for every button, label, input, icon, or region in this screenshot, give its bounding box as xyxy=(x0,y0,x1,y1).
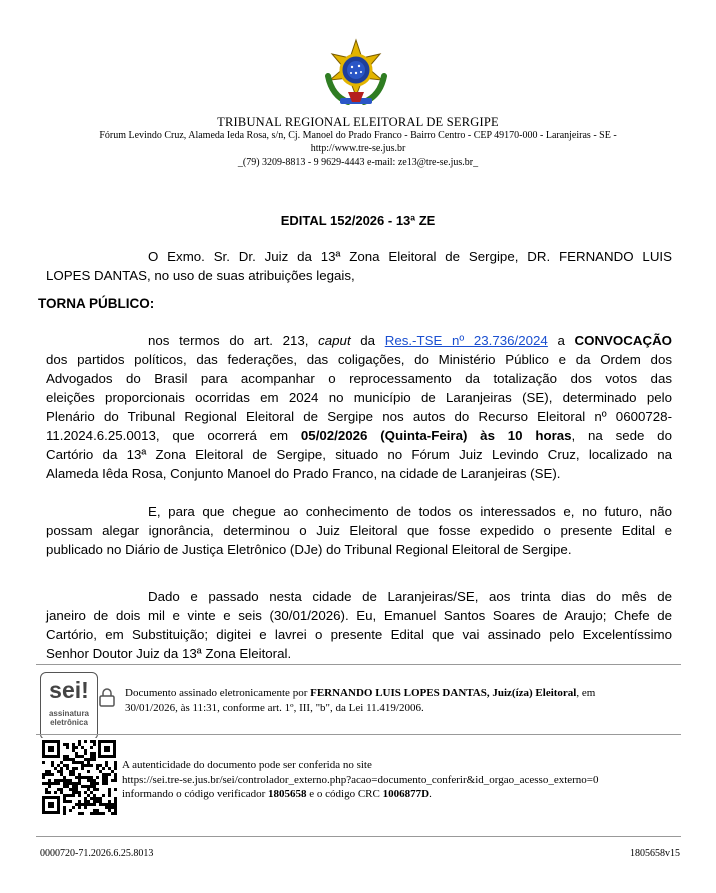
qr-cell xyxy=(105,761,108,764)
org-website: http://www.tre-se.jus.br xyxy=(310,143,406,154)
qr-cell xyxy=(75,785,78,788)
qr-cell xyxy=(48,770,51,773)
qr-cell xyxy=(105,776,108,779)
qr-cell xyxy=(102,812,105,815)
qr-cell xyxy=(63,797,66,800)
qr-cell xyxy=(114,779,117,782)
qr-cell xyxy=(57,782,60,785)
qr-cell xyxy=(45,773,48,776)
qr-cell xyxy=(75,791,78,794)
qr-cell xyxy=(81,746,84,749)
qr-cell xyxy=(111,803,114,806)
qr-cell xyxy=(54,791,57,794)
text-span: 30/01/2026, às 11:31, conforme art. 1º, III, "b", da Lei 11.419/2006. xyxy=(125,702,424,714)
qr-cell xyxy=(84,806,87,809)
qr-cell xyxy=(69,794,72,797)
publication-paragraph xyxy=(46,502,672,559)
qr-cell xyxy=(72,746,75,749)
qr-cell xyxy=(84,740,87,743)
qr-cell xyxy=(102,794,105,797)
qr-cell xyxy=(90,746,93,749)
qr-cell xyxy=(84,776,87,779)
qr-cell xyxy=(93,797,96,800)
qr-cell xyxy=(45,791,48,794)
resolution-link[interactable]: Res.-TSE nº 23.736/2024 xyxy=(384,333,548,348)
qr-cell xyxy=(75,803,78,806)
qr-cell xyxy=(78,740,81,743)
qr-cell xyxy=(114,806,117,809)
qr-cell xyxy=(111,806,114,809)
text-line: Cartório, em Substituição; digitei e lavrei o presente Edital que vai assinado pelo Excelentíssimo xyxy=(46,627,672,642)
qr-cell xyxy=(108,794,111,797)
qr-cell xyxy=(114,788,117,791)
text-line xyxy=(46,331,672,350)
qr-cell xyxy=(108,803,111,806)
qr-cell xyxy=(87,779,90,782)
divider xyxy=(36,734,681,735)
qr-cell xyxy=(114,767,117,770)
qr-cell xyxy=(72,794,75,797)
qr-cell xyxy=(66,758,69,761)
bold-date: 05/02/2026 (Quinta-Feira) às 10 horas xyxy=(300,428,572,443)
qr-cell xyxy=(72,767,75,770)
qr-cell xyxy=(57,788,60,791)
qr-cell xyxy=(99,800,102,803)
text-span: . xyxy=(429,788,432,800)
page-title: EDITAL 152/2026 - 13ª ZE xyxy=(280,213,436,228)
qr-cell xyxy=(54,767,57,770)
qr-cell xyxy=(63,776,66,779)
qr-cell xyxy=(96,764,99,767)
qr-cell xyxy=(96,797,99,800)
qr-cell xyxy=(102,782,105,785)
qr-cell xyxy=(51,782,54,785)
qr-cell xyxy=(84,791,87,794)
qr-cell xyxy=(63,779,66,782)
qr-cell xyxy=(69,782,72,785)
text-line: dos partidos políticos, das federações, das coligações, do Ministério Público e da Ordem dos xyxy=(46,352,672,367)
qr-cell xyxy=(102,767,105,770)
verification-url[interactable]: https://sei.tre-se.jus.br/sei/controlador_externo.php?acao=documento_conferir&id_orgao_acesso_externo=0 xyxy=(122,773,599,786)
qr-cell xyxy=(81,803,84,806)
text-span: da xyxy=(360,333,376,348)
qr-cell xyxy=(81,761,84,764)
qr-cell xyxy=(78,782,81,785)
qr-cell xyxy=(72,791,75,794)
qr-cell xyxy=(114,776,117,779)
qr-cell xyxy=(90,755,93,758)
signature-text xyxy=(125,686,670,716)
lock-icon xyxy=(98,687,116,707)
qr-cell xyxy=(51,761,54,764)
sei-logo-sub: eletrônica xyxy=(50,718,88,727)
qr-cell xyxy=(72,773,75,776)
bold-text: CONVOCAÇÃO xyxy=(574,333,673,348)
qr-cell xyxy=(69,770,72,773)
qr-cell xyxy=(48,791,51,794)
qr-cell xyxy=(114,800,117,803)
qr-cell xyxy=(99,803,102,806)
text-span: , na sede do xyxy=(571,428,672,443)
text-span: Documento assinado eletronicamente por xyxy=(125,687,308,699)
qr-cell xyxy=(66,764,69,767)
qr-cell xyxy=(48,785,51,788)
qr-cell xyxy=(72,749,75,752)
qr-cell xyxy=(81,785,84,788)
divider xyxy=(36,664,681,665)
sei-signature-logo xyxy=(40,672,98,740)
qr-cell xyxy=(45,788,48,791)
qr-cell xyxy=(60,788,63,791)
qr-cell xyxy=(84,749,87,752)
qr-cell xyxy=(93,740,96,743)
qr-cell xyxy=(72,806,75,809)
qr-cell xyxy=(93,803,96,806)
qr-cell xyxy=(108,788,111,791)
qr-cell xyxy=(93,794,96,797)
qr-cell xyxy=(66,794,69,797)
qr-cell xyxy=(84,785,87,788)
qr-cell xyxy=(63,809,66,812)
qr-cell xyxy=(90,764,93,767)
qr-cell xyxy=(93,782,96,785)
qr-cell xyxy=(81,755,84,758)
qr-cell xyxy=(45,770,48,773)
qr-cell xyxy=(78,743,81,746)
italic-text: caput xyxy=(318,333,351,348)
closing-paragraph xyxy=(46,587,672,663)
qr-cell xyxy=(57,764,60,767)
crc-code: 1006877D xyxy=(382,788,430,800)
qr-cell xyxy=(45,782,48,785)
section-heading: TORNA PÚBLICO: xyxy=(38,296,155,311)
qr-cell xyxy=(105,803,108,806)
qr-cell xyxy=(63,764,66,767)
qr-cell xyxy=(57,779,60,782)
qr-cell xyxy=(111,779,114,782)
qr-cell xyxy=(87,758,90,761)
qr-cell xyxy=(48,782,51,785)
qr-cell xyxy=(102,803,105,806)
qr-cell xyxy=(93,755,96,758)
qr-cell xyxy=(102,776,105,779)
qr-cell xyxy=(69,809,72,812)
qr-cell xyxy=(99,812,102,815)
qr-cell xyxy=(78,794,81,797)
sei-logo-text: sei! xyxy=(49,677,89,703)
qr-cell xyxy=(87,788,90,791)
qr-cell xyxy=(42,782,45,785)
qr-cell xyxy=(51,764,54,767)
qr-cell xyxy=(78,803,81,806)
qr-cell xyxy=(90,791,93,794)
qr-cell xyxy=(42,761,45,764)
qr-cell xyxy=(78,776,81,779)
qr-cell xyxy=(63,758,66,761)
qr-cell xyxy=(105,773,108,776)
signer-name: FERNANDO LUIS LOPES DANTAS, Juiz(íza) Eleitoral xyxy=(310,687,577,699)
authenticity-text xyxy=(122,758,682,802)
org-contact: _(79) 3209-8813 - 9 9629-4443 e-mail: ze13@tre-se.jus.br_ xyxy=(237,157,479,168)
qr-cell xyxy=(96,800,99,803)
qr-cell xyxy=(90,785,93,788)
qr-cell xyxy=(72,785,75,788)
qr-cell xyxy=(75,776,78,779)
qr-cell xyxy=(84,758,87,761)
qr-cell xyxy=(60,791,63,794)
qr-cell xyxy=(96,767,99,770)
qr-cell xyxy=(102,773,105,776)
text-line: Dado e passado nesta cidade de Laranjeiras/SE, aos trinta dias do mês de xyxy=(148,589,672,604)
qr-cell xyxy=(81,812,84,815)
qr-cell xyxy=(78,773,81,776)
qr-cell xyxy=(114,812,117,815)
qr-cell xyxy=(93,800,96,803)
qr-cell xyxy=(102,779,105,782)
qr-cell xyxy=(54,782,57,785)
qr-cell xyxy=(90,740,93,743)
qr-cell xyxy=(63,800,66,803)
qr-cell xyxy=(63,743,66,746)
qr-cell xyxy=(108,791,111,794)
qr-cell xyxy=(60,761,63,764)
text-span: A autenticidade do documento pode ser conferida no site xyxy=(122,759,372,771)
document-version: 1805658v15 xyxy=(630,848,680,859)
text-line: janeiro de dois mil e vinte e seis (30/01/2026). Eu, Emanuel Santos Soares de Araujo; Chefe de xyxy=(46,608,672,623)
qr-cell xyxy=(42,773,45,776)
qr-cell xyxy=(90,758,93,761)
qr-cell xyxy=(66,746,69,749)
qr-cell xyxy=(63,794,66,797)
qr-cell xyxy=(87,761,90,764)
qr-cell xyxy=(42,776,45,779)
qr-cell xyxy=(66,779,69,782)
qr-cell xyxy=(87,794,90,797)
qr-cell xyxy=(108,806,111,809)
qr-cell xyxy=(72,782,75,785)
qr-cell xyxy=(114,761,117,764)
text-line xyxy=(46,426,672,445)
qr-cell xyxy=(111,770,114,773)
qr-cell xyxy=(90,779,93,782)
qr-cell xyxy=(57,770,60,773)
qr-cell xyxy=(69,773,72,776)
qr-cell xyxy=(108,800,111,803)
qr-cell xyxy=(84,803,87,806)
brazil-coat-of-arms-icon xyxy=(318,36,394,112)
verifier-code: 1805658 xyxy=(268,788,307,800)
qr-cell xyxy=(69,788,72,791)
qr-cell xyxy=(81,767,84,770)
qr-cell xyxy=(78,812,81,815)
qr-cell xyxy=(96,812,99,815)
qr-cell xyxy=(90,782,93,785)
qr-cell xyxy=(48,779,51,782)
qr-cell xyxy=(78,761,81,764)
qr-cell xyxy=(75,767,78,770)
text-line: O Exmo. Sr. Dr. Juiz da 13ª Zona Eleitoral de Sergipe, DR. FERNANDO LUIS xyxy=(148,249,672,264)
qr-cell xyxy=(72,743,75,746)
qr-cell xyxy=(90,797,93,800)
qr-cell xyxy=(75,788,78,791)
qr-cell xyxy=(105,782,108,785)
qr-cell xyxy=(66,767,69,770)
qr-cell xyxy=(75,746,78,749)
qr-cell xyxy=(87,776,90,779)
qr-cell xyxy=(63,782,66,785)
qr-cell xyxy=(78,779,81,782)
process-number: 0000720-71.2026.6.25.8013 xyxy=(40,848,154,859)
text-line: Cartório da 13ª Zona Eleitoral de Sergipe, situado no Fórum Juiz Levindo Cruz, localizado na xyxy=(46,447,672,462)
qr-cell xyxy=(87,785,90,788)
qr-code-icon[interactable] xyxy=(40,738,118,816)
qr-cell xyxy=(96,776,99,779)
qr-cell xyxy=(114,773,117,776)
qr-cell xyxy=(54,779,57,782)
qr-cell xyxy=(48,773,51,776)
qr-cell xyxy=(72,770,75,773)
qr-cell xyxy=(69,758,72,761)
qr-cell xyxy=(75,782,78,785)
qr-cell xyxy=(60,770,63,773)
qr-cell xyxy=(84,752,87,755)
qr-cell xyxy=(114,803,117,806)
qr-cell xyxy=(90,803,93,806)
qr-cell xyxy=(72,788,75,791)
qr-cell xyxy=(93,752,96,755)
qr-cell xyxy=(66,785,69,788)
qr-cell xyxy=(99,797,102,800)
text-line: LOPES DANTAS, no uso de suas atribuições legais, xyxy=(46,268,355,283)
qr-cell xyxy=(63,806,66,809)
qr-cell xyxy=(66,755,69,758)
qr-cell xyxy=(108,809,111,812)
org-name: TRIBUNAL REGIONAL ELEITORAL DE SERGIPE xyxy=(217,115,499,129)
text-span: e o código CRC xyxy=(309,788,380,800)
qr-cell xyxy=(66,800,69,803)
qr-cell xyxy=(84,764,87,767)
text-span: , em xyxy=(576,687,596,699)
qr-cell xyxy=(75,761,78,764)
qr-cell xyxy=(87,803,90,806)
qr-cell xyxy=(93,812,96,815)
qr-cell xyxy=(69,800,72,803)
text-line: publicado no Diário de Justiça Eletrônico (DJe) do Tribunal Regional Eleitoral de Sergipe. xyxy=(46,542,572,557)
qr-cell xyxy=(108,773,111,776)
qr-cell xyxy=(81,764,84,767)
text-span: informando o código verificador xyxy=(122,788,266,800)
text-line: eleições proporcionais ocorridas em 2024 no município de Laranjeiras (SE), determinado pelo xyxy=(46,390,672,405)
qr-cell xyxy=(63,755,66,758)
qr-cell xyxy=(90,776,93,779)
qr-cell xyxy=(99,770,102,773)
qr-cell xyxy=(93,788,96,791)
qr-cell xyxy=(63,785,66,788)
qr-cell xyxy=(87,800,90,803)
qr-cell xyxy=(60,779,63,782)
text-span: nos termos do art. 213, xyxy=(148,333,309,348)
qr-cell xyxy=(75,755,78,758)
text-span: 11.2024.6.25.0013, que ocorrerá em xyxy=(46,428,289,443)
text-span: a xyxy=(557,333,565,348)
qr-cell xyxy=(96,809,99,812)
text-line: possam alegar ignorância, determinou o Juiz Eleitoral que fosse expedido o presente Edital e xyxy=(46,523,672,538)
qr-cell xyxy=(93,785,96,788)
qr-cell xyxy=(81,776,84,779)
qr-cell xyxy=(93,743,96,746)
qr-cell xyxy=(105,779,108,782)
qr-cell xyxy=(90,812,93,815)
text-line: Plenário do Tribunal Regional Eleitoral de Sergipe nos autos do Recurso Eleitoral nº 0600728- xyxy=(46,409,672,424)
qr-cell xyxy=(108,767,111,770)
qr-cell xyxy=(96,788,99,791)
qr-cell xyxy=(60,767,63,770)
qr-cell xyxy=(72,758,75,761)
qr-cell xyxy=(66,743,69,746)
qr-cell xyxy=(60,773,63,776)
qr-cell xyxy=(78,800,81,803)
qr-cell xyxy=(66,782,69,785)
qr-cell xyxy=(75,752,78,755)
qr-cell xyxy=(84,797,87,800)
qr-cell xyxy=(87,764,90,767)
qr-cell xyxy=(78,755,81,758)
qr-cell xyxy=(69,779,72,782)
qr-cell xyxy=(93,809,96,812)
text-line: Advogados do Brasil para acompanhar o reprocessamento da totalização dos votos das xyxy=(46,371,672,386)
qr-cell xyxy=(63,812,66,815)
qr-cell xyxy=(93,758,96,761)
intro-paragraph xyxy=(46,247,672,285)
qr-cell xyxy=(111,812,114,815)
text-line: Senhor Doutor Juiz da 13ª Zona Eleitoral. xyxy=(46,646,292,661)
qr-cell xyxy=(72,761,75,764)
qr-cell xyxy=(93,779,96,782)
qr-cell xyxy=(87,770,90,773)
qr-cell xyxy=(51,773,54,776)
qr-cell xyxy=(90,752,93,755)
sei-logo-sub: assinatura xyxy=(48,709,90,718)
qr-cell xyxy=(96,782,99,785)
qr-cell xyxy=(105,806,108,809)
qr-cell xyxy=(114,809,117,812)
divider xyxy=(36,836,681,837)
qr-cell xyxy=(78,806,81,809)
text-line: Alameda Iêda Rosa, Conjunto Manoel do Prado Franco, na cidade de Laranjeiras (SE). xyxy=(46,466,561,481)
qr-cell xyxy=(105,764,108,767)
qr-cell xyxy=(78,791,81,794)
qr-cell xyxy=(114,797,117,800)
qr-cell xyxy=(114,764,117,767)
qr-cell xyxy=(84,800,87,803)
convocation-paragraph xyxy=(46,331,672,483)
qr-cell xyxy=(99,764,102,767)
text-line: E, para que chegue ao conhecimento de todos os interessados e, no futuro, não xyxy=(148,504,672,519)
org-address: Fórum Levindo Cruz, Alameda Ieda Rosa, s/n, Cj. Manoel do Prado Franco - Bairro Centro - CEP 49170-000 - Laranjeiras - SE - xyxy=(99,130,617,141)
